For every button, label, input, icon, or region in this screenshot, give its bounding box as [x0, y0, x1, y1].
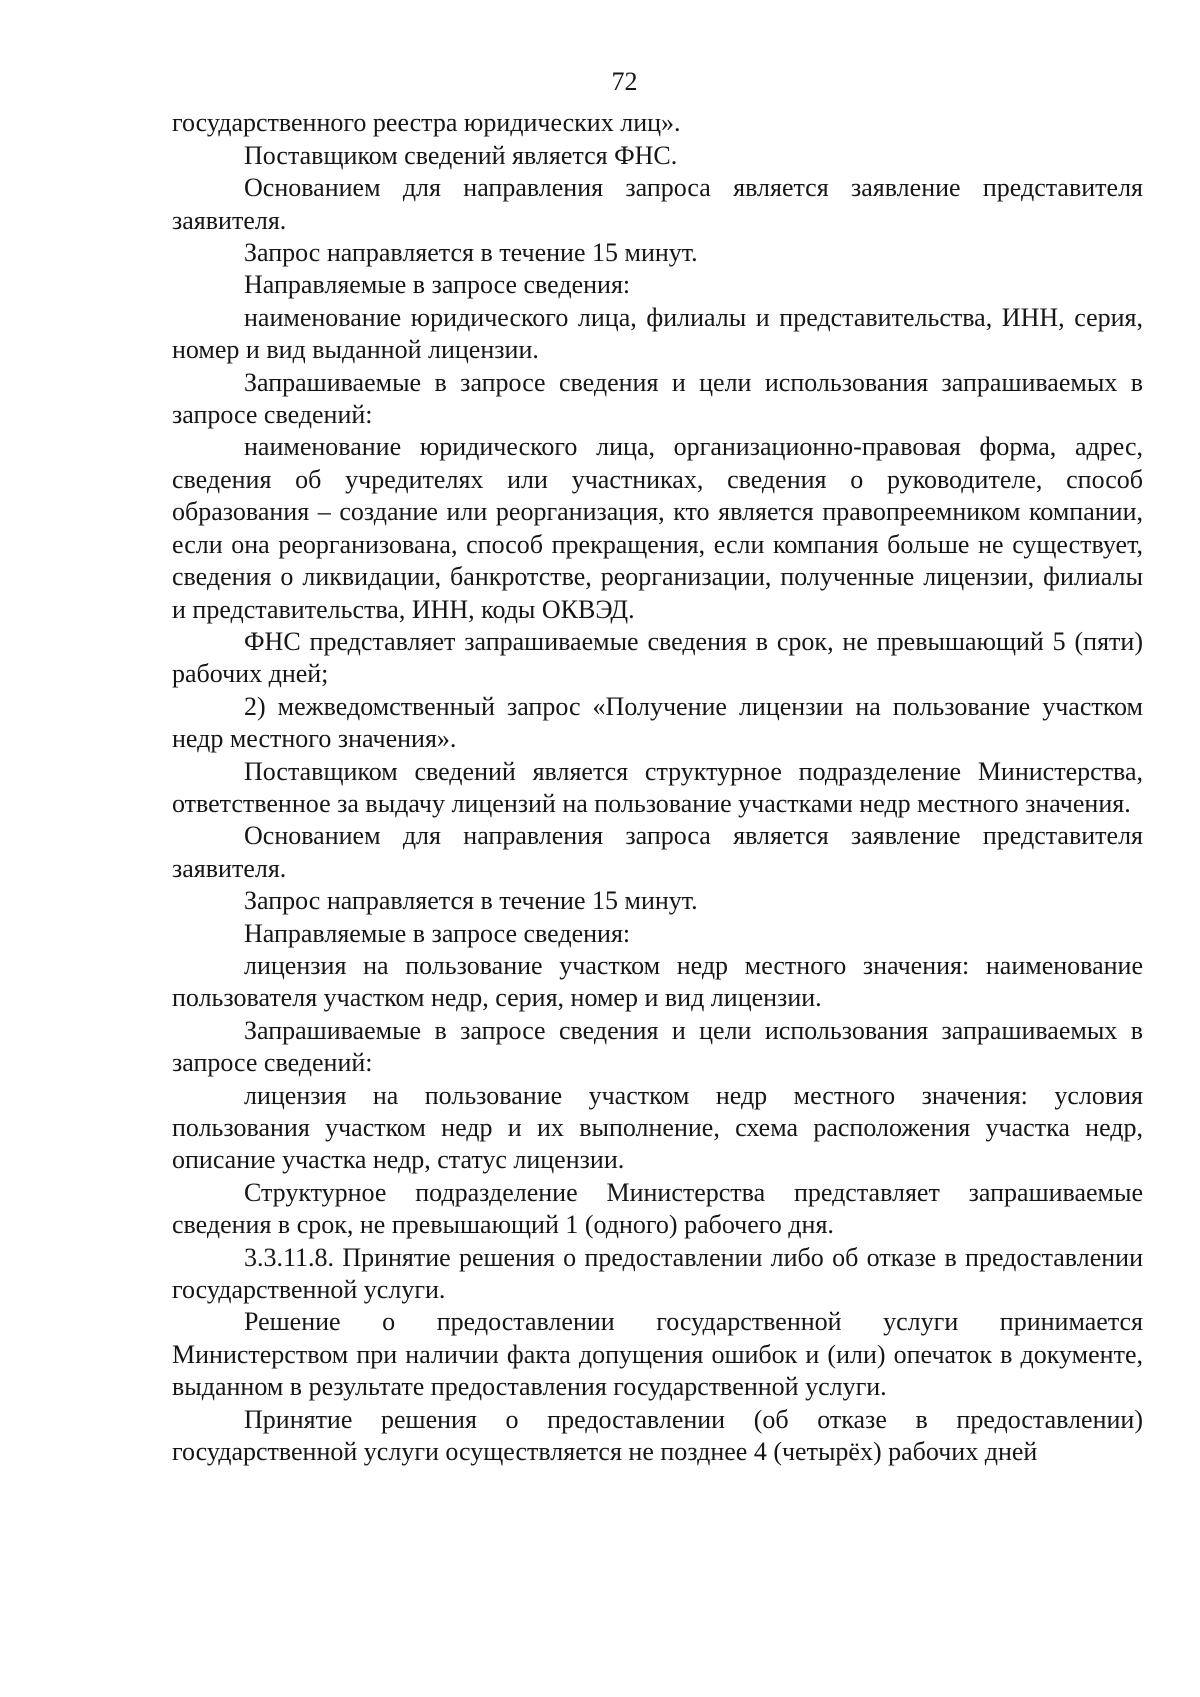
- document-page: [172, 66, 1143, 1468]
- paragraph: Решение о предоставлении государственной услуги принимается Министерством при наличии факта допущения ошибок и (или) опечаток в документе, выданном в результате предоставления государственной услуги.: [172, 1307, 1143, 1402]
- paragraph: Принятие решения о предоставлении (об отказе в предоставлении) государственной услуги осуществляется не позднее 4 (четырёх) рабочих дней: [172, 1404, 1143, 1467]
- paragraph: Поставщиком сведений является ФНС.: [244, 140, 678, 170]
- paragraph: Запрос направляется в течение 15 минут.: [244, 886, 698, 916]
- paragraph: Запрос направляется в течение 15 минут.: [244, 238, 698, 268]
- paragraph: Направляемые в запросе сведения:: [244, 918, 631, 948]
- paragraph: Основанием для направления запроса является заявление представителя заявителя.: [172, 173, 1143, 235]
- paragraph: Запрашиваемые в запросе сведения и цели использования запрашиваемых в запросе сведений:: [172, 367, 1143, 430]
- paragraph: лицензия на пользование участком недр местного значения: условия пользования участком недр и их выполнение, схема расположения участка недр, описание участка недр, статус лицензии.: [172, 1080, 1143, 1175]
- paragraph: Структурное подразделение Министерства представляет запрашиваемые сведения в срок, не превышающий 1 (одного) рабочего дня.: [172, 1177, 1143, 1240]
- paragraph: Запрашиваемые в запросе сведения и цели использования запрашиваемых в запросе сведений:: [172, 1015, 1143, 1078]
- paragraph: 2) межведомственный запрос «Получение лицензии на пользование участком недр местного значения».: [172, 691, 1143, 754]
- paragraph: ФНС представляет запрашиваемые сведения в срок, не превышающий 5 (пяти) рабочих дней;: [172, 626, 1143, 689]
- page-number: 72: [611, 67, 638, 96]
- paragraph: наименование юридического лица, организационно-правовая форма, адрес, сведения об учредителях или участниках, сведения о руководителе, способ образования – создание или реорганизация, кто является правопреемником компании, если она реорганизована, способ прекращения, если компания больше не существует, сведения о ликвидации, банкротстве, реорганизации, полученные лицензии, филиалы и представительства, ИНН, коды ОКВЭД.: [172, 432, 1143, 624]
- paragraph: 3.3.11.8. Принятие решения о предоставлении либо об отказе в предоставлении государственной услуги.: [172, 1242, 1143, 1305]
- paragraph: Основанием для направления запроса является заявление представителя заявителя.: [172, 821, 1143, 883]
- paragraph: наименование юридического лица, филиалы и представительства, ИНН, серия, номер и вид выданной лицензии.: [172, 302, 1143, 365]
- paragraph: лицензия на пользование участком недр местного значения: наименование пользователя участком недр, серия, номер и вид лицензии.: [172, 950, 1143, 1013]
- paragraph: государственного реестра юридических лиц».: [172, 108, 681, 138]
- paragraph: Поставщиком сведений является структурное подразделение Министерства, ответственное за выдачу лицензий на пользование участками недр местного значения.: [172, 756, 1143, 818]
- paragraph: Направляемые в запросе сведения:: [244, 270, 631, 300]
